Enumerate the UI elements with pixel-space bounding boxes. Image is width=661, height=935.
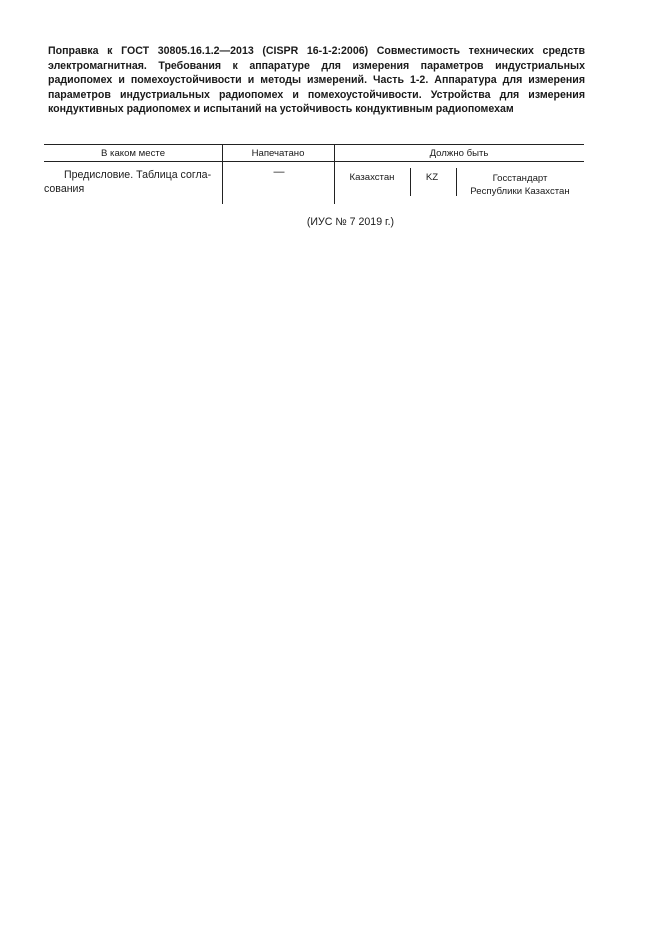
table-header-rule: [44, 161, 584, 162]
row-place-cell: Предисловие. Таблица согла-сования: [44, 169, 212, 195]
header-printed: Напечатано: [251, 148, 305, 159]
row-authority-cell: [456, 172, 584, 198]
header-should-be: Должно быть: [429, 148, 489, 159]
row-printed-cell: —: [273, 166, 285, 178]
authority-line-2: Республики Казахстан: [470, 186, 570, 197]
publication-note: [0, 216, 661, 228]
row-country-cell: Казахстан: [349, 172, 395, 183]
publication-note-text: (ИУС № 7 2019 г.): [306, 216, 395, 228]
table-top-rule: [44, 144, 584, 145]
amendment-heading: Поправка к ГОСТ 30805.16.1.2—2013 (CISPR 16-1-2:2006) Совместимость технических средств электромагнитная. Требования к аппаратуре для измерения параметров индустриальных радиопомех и помехоустойчивости и методы измерений. Часть 1-2. Аппаратура для измерения параметров индустриальных радиопомех и помехоустойчивости. Устройства для измерения кондуктивных радиопомех и испытаний на устойчивость кондуктивным радиопомехам: [48, 45, 585, 116]
header-place: В каком месте: [100, 148, 166, 159]
authority-line-1: Госстандарт: [492, 173, 548, 184]
row-country-code-cell: KZ: [425, 172, 439, 183]
